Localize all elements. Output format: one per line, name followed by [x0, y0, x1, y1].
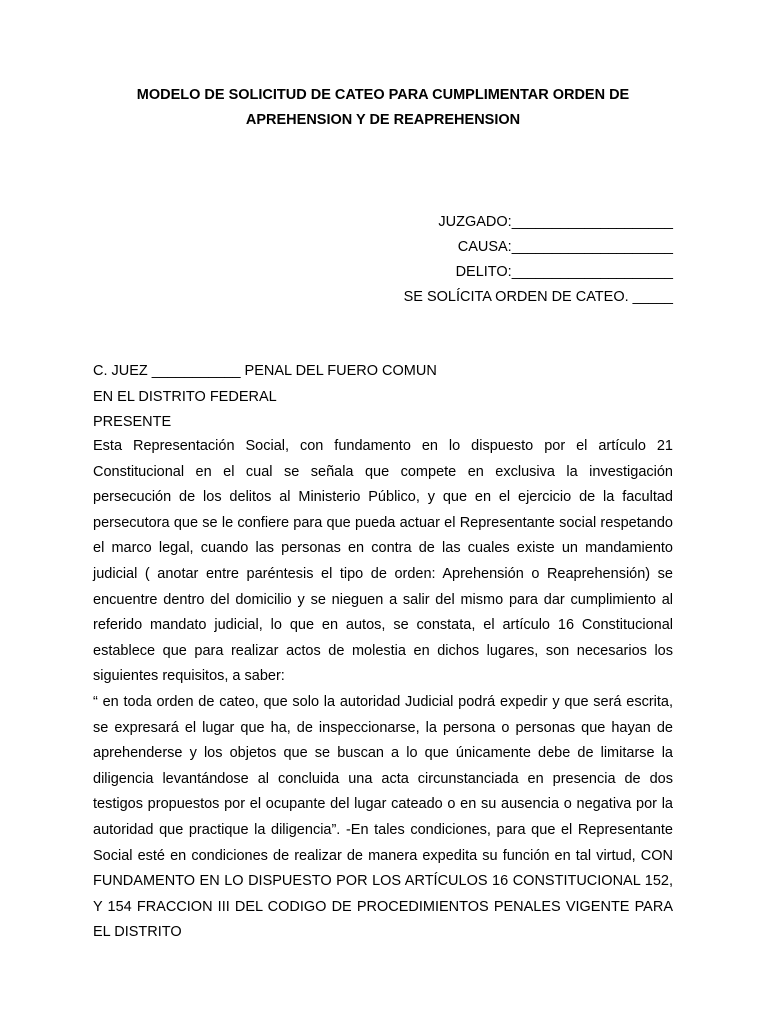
title-line-1: MODELO DE SOLICITUD DE CATEO PARA CUMPLIMENTAR ORDEN DE	[136, 87, 630, 103]
body-paragraph-2: “ en toda orden de cateo, que solo la autoridad Judicial podrá expedir y que será escrita, se expresará el lugar que ha, de inspeccionarse, la persona o personas que hayan de aprehenderse y los objetos que se buscan a lo que únicamente debe de limitarse la diligencia levantándose al concluida una acta circunstanciada en presencia de dos testigos propuestos por el ocupante del lugar cateado o en su ausencia o negativa por la autoridad que practique la diligencia”. -En tales condiciones, para que el Representante Social esté en condiciones de realizar de manera expedita su función en tal virtud, CON FUNDAMENTO EN LO DISPUESTO POR LOS ARTÍCULOS 16 CONSTITUCIONAL 152, Y 154 FRACCION III DEL CODIGO DE PROCEDIMIENTOS PENALES VIGENTE PARA EL DISTRITO	[93, 693, 673, 941]
document-body	[93, 434, 673, 946]
document-title	[93, 83, 673, 133]
body-paragraph-1: Esta Representación Social, con fundamento en lo dispuesto por el artículo 21 Constitucional en el cual se señala que compete en exclusiva la investigación persecución de los delitos al Ministerio Público, y que en el ejercicio de la facultad persecutora que se le confiere para que pueda actuar el Representante social respetando el marco legal, cuando las personas en contra de las cuales existe un mandamiento judicial ( anotar entre paréntesis el tipo de orden: Aprehensión o Reaprehensión) se encuentre dentro del domicilio y se nieguen a salir del mismo para dar cumplimiento al referido mandato judicial, lo que en autos, se constata, el artículo 16 Constitucional establece que para realizar actos de molestia en dichos lugares, son necesarios los siguientes requisitos, a saber:	[93, 438, 673, 685]
solicita-line: SE SOLÍCITA ORDEN DE CATEO. _____	[403, 289, 673, 305]
case-header-block	[404, 210, 673, 310]
juzgado-field: JUZGADO:____________________	[438, 214, 673, 230]
addressee-presente: PRESENTE	[93, 414, 172, 430]
addressee-block	[93, 359, 437, 436]
delito-field: DELITO:____________________	[455, 264, 673, 280]
addressee-judge: C. JUEZ ___________ PENAL DEL FUERO COMUN	[93, 363, 437, 379]
causa-field: CAUSA:____________________	[457, 239, 673, 255]
addressee-district: EN EL DISTRITO FEDERAL	[93, 388, 277, 405]
title-line-2: APREHENSION Y DE REAPREHENSION	[245, 112, 521, 128]
